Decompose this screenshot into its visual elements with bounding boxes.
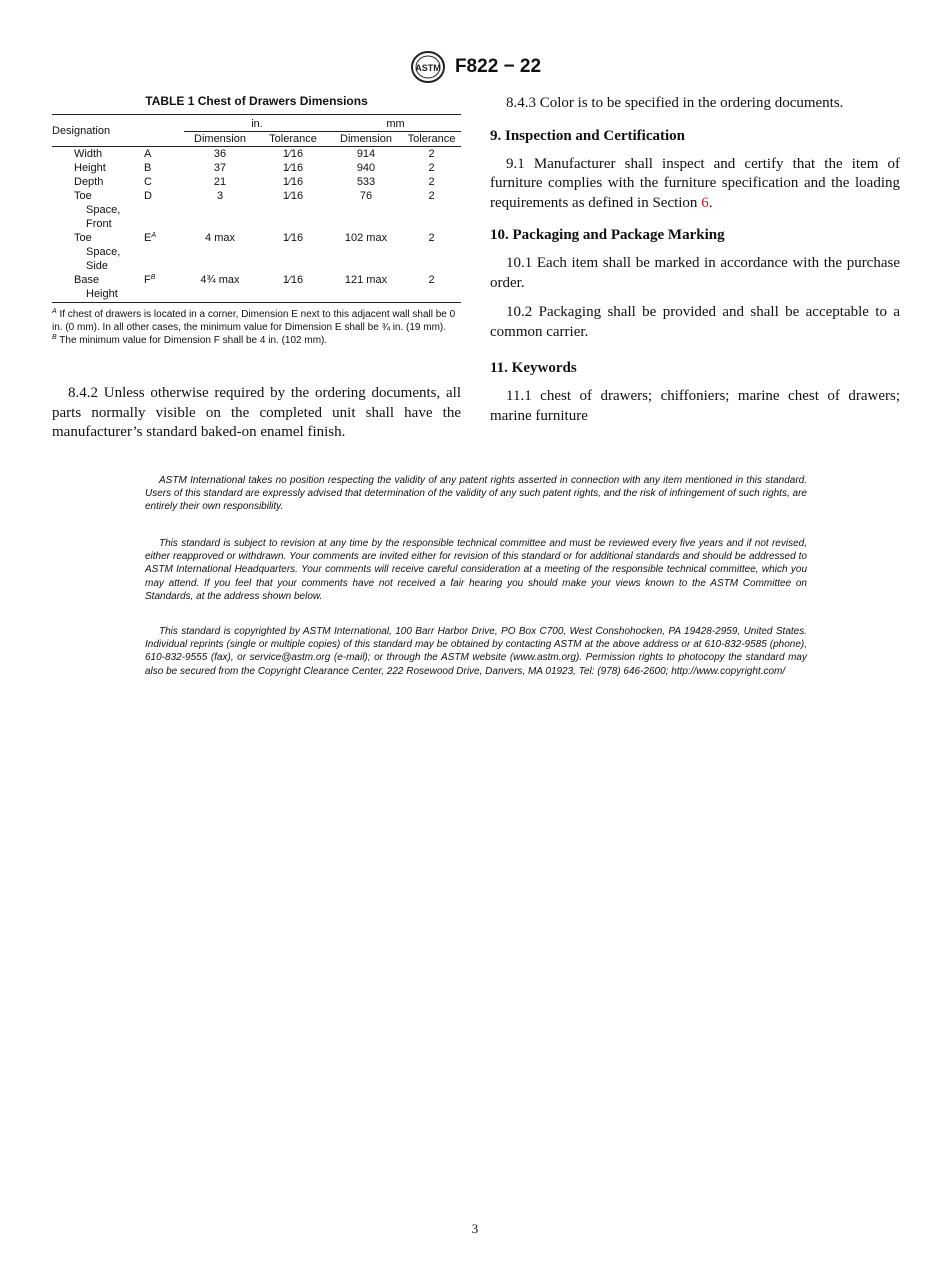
row-name-line: Side xyxy=(86,260,109,272)
paragraph-9-1 xyxy=(490,155,900,214)
cell: 533 xyxy=(356,176,376,188)
right-column xyxy=(490,94,900,426)
cell: 2 xyxy=(428,190,435,202)
cell: 914 xyxy=(356,148,376,160)
cell: 1⁄16 xyxy=(256,273,330,303)
table-footnotes xyxy=(52,308,461,347)
row-name-line: Space, xyxy=(86,246,121,258)
cell: 1⁄16 xyxy=(282,176,304,188)
table-row xyxy=(52,273,461,303)
row-name: Base xyxy=(74,274,100,286)
mm-group-header: mm xyxy=(330,115,461,132)
footnote-mark: B xyxy=(150,274,156,281)
astm-logo-icon xyxy=(409,50,447,84)
table-row xyxy=(52,147,461,162)
cell: 2 xyxy=(428,162,435,174)
row-code: D xyxy=(144,190,152,202)
row-name-line: Height xyxy=(86,288,118,300)
paragraph-8-4-2: 8.4.2 Unless otherwise required by the ordering documents, all parts normally visible on the completed unit shall have the manufacturer’s standard baked-on enamel finish. xyxy=(52,385,461,440)
section-6-link[interactable]: 6 xyxy=(701,194,709,211)
column-header: Tolerance xyxy=(402,132,461,147)
cell: 37 xyxy=(213,162,227,174)
row-name: Width xyxy=(74,148,103,160)
cell: 76 xyxy=(359,190,373,202)
table-row xyxy=(52,189,461,231)
cell: 1⁄16 xyxy=(282,190,304,202)
paragraph-10-1: 10.1 Each item shall be marked in accordance with the purchase order. xyxy=(490,255,900,291)
cell: 36 xyxy=(213,148,227,160)
page-number: 3 xyxy=(471,1221,479,1236)
footnote-mark: A xyxy=(52,308,57,315)
copyright-notice: This standard is copyrighted by ASTM International, 100 Barr Harbor Drive, PO Box C700, West Conshohocken, PA 19428-2959, United States. Individual reprints (single or multiple copies) of this standard may be obtained by contacting ASTM at the above address or at 610-832-9585 (phone), 610-832-9555 (fax), or service@astm.org (e-mail); or through the ASTM website (www.astm.org). Permission rights to photocopy the standard may also be secured from the Copyright Clearance Center, 222 Rosewood Drive, Danvers, MA 01923, Tel: (978) 646-2600; http://www.copyright.com/ xyxy=(145,626,807,677)
row-name: Toe xyxy=(74,190,92,202)
column-header: Tolerance xyxy=(256,132,330,147)
svg-text:ASTM: ASTM xyxy=(415,63,441,73)
paragraph-10-2: 10.2 Packaging shall be provided and shall be acceptable to a common carrier. xyxy=(490,304,900,340)
cell: 121 max xyxy=(330,273,402,303)
row-code: C xyxy=(144,176,152,188)
inch-group-header: in. xyxy=(184,115,330,132)
designation-header: Designation xyxy=(52,115,184,147)
row-name-line: Space, xyxy=(86,204,121,216)
cell: 1⁄16 xyxy=(282,232,304,244)
footnote-b xyxy=(52,334,461,347)
section-heading-11: 11. Keywords xyxy=(490,360,577,376)
cell: 2 xyxy=(428,176,435,188)
row-name: Height xyxy=(74,162,106,174)
footnote-text: The minimum value for Dimension F shall be 4 in. (102 mm). xyxy=(56,335,328,346)
cell: 21 xyxy=(213,176,227,188)
cell: 1⁄16 xyxy=(282,148,304,160)
cell: 940 xyxy=(356,162,376,174)
page-header xyxy=(0,50,950,84)
section-heading-10: 10. Packaging and Package Marking xyxy=(490,227,725,243)
footnote-mark: B xyxy=(52,334,57,341)
paragraph-text: . xyxy=(708,194,713,211)
paragraph-11-1: 11.1 chest of drawers; chiffoniers; marine chest of drawers; marine furniture xyxy=(490,388,900,424)
footnote-a xyxy=(52,308,461,334)
column-header: Dimension xyxy=(330,132,402,147)
table-title: TABLE 1 Chest of Drawers Dimensions xyxy=(145,94,368,108)
column-header: Dimension xyxy=(184,132,256,147)
left-column xyxy=(52,94,461,443)
section-heading-9: 9. Inspection and Certification xyxy=(490,127,685,144)
cell: 4¾ max xyxy=(184,273,256,303)
revision-notice: This standard is subject to revision at any time by the responsible technical committee and must be reviewed every five years and if not revised, either reapproved or withdrawn. Your comments are invited either for revision of this standard or for additional standards and should be addressed to ASTM International Headquarters. Your comments will receive careful consideration at a meeting of the responsible technical committee, which you may attend. If you feel that your comments have not received a fair hearing you should make your views known to the ASTM Committee on Standards, at the address shown below. xyxy=(145,538,807,602)
cell: 2 xyxy=(428,232,435,244)
footnote-mark: A xyxy=(151,232,157,239)
standard-designation: F822 − 22 xyxy=(454,56,542,77)
table-row xyxy=(52,161,461,175)
row-code: A xyxy=(144,148,152,160)
table-row xyxy=(52,231,461,273)
row-name-line: Front xyxy=(86,218,112,230)
dimensions-table xyxy=(52,114,461,303)
cell: 3 xyxy=(216,190,224,202)
cell: 2 xyxy=(428,148,435,160)
paragraph-text: 9.1 Manufacturer shall inspect and certify that the item of furniture complies with the furniture specification and the loading requirements as defined in Section xyxy=(490,155,900,211)
row-code: F xyxy=(144,274,151,286)
row-code: B xyxy=(144,162,152,174)
row-name: Depth xyxy=(74,176,104,188)
paragraph-8-4-3: 8.4.3 Color is to be specified in the ordering documents. xyxy=(506,95,844,111)
cell: 2 xyxy=(402,273,461,303)
row-code: E xyxy=(144,232,152,244)
row-name: Toe xyxy=(74,232,92,244)
cell: 4 max xyxy=(205,232,235,244)
patent-notice: ASTM International takes no position respecting the validity of any patent rights asserted in connection with any item mentioned in this standard. Users of this standard are expressly advised that determination of the validity of any such patent rights, and the risk of infringement of such rights, are entirely their own responsibility. xyxy=(145,475,807,513)
cell: 1⁄16 xyxy=(282,162,304,174)
footnote-text: If chest of drawers is located in a corner, Dimension E next to this adjacent wall shall be 0 in. (0 mm). In all other cases, the minimum value for Dimension E shall be ¾ in. (19 mm). xyxy=(52,309,456,333)
cell: 102 max xyxy=(344,232,388,244)
table-row xyxy=(52,175,461,189)
